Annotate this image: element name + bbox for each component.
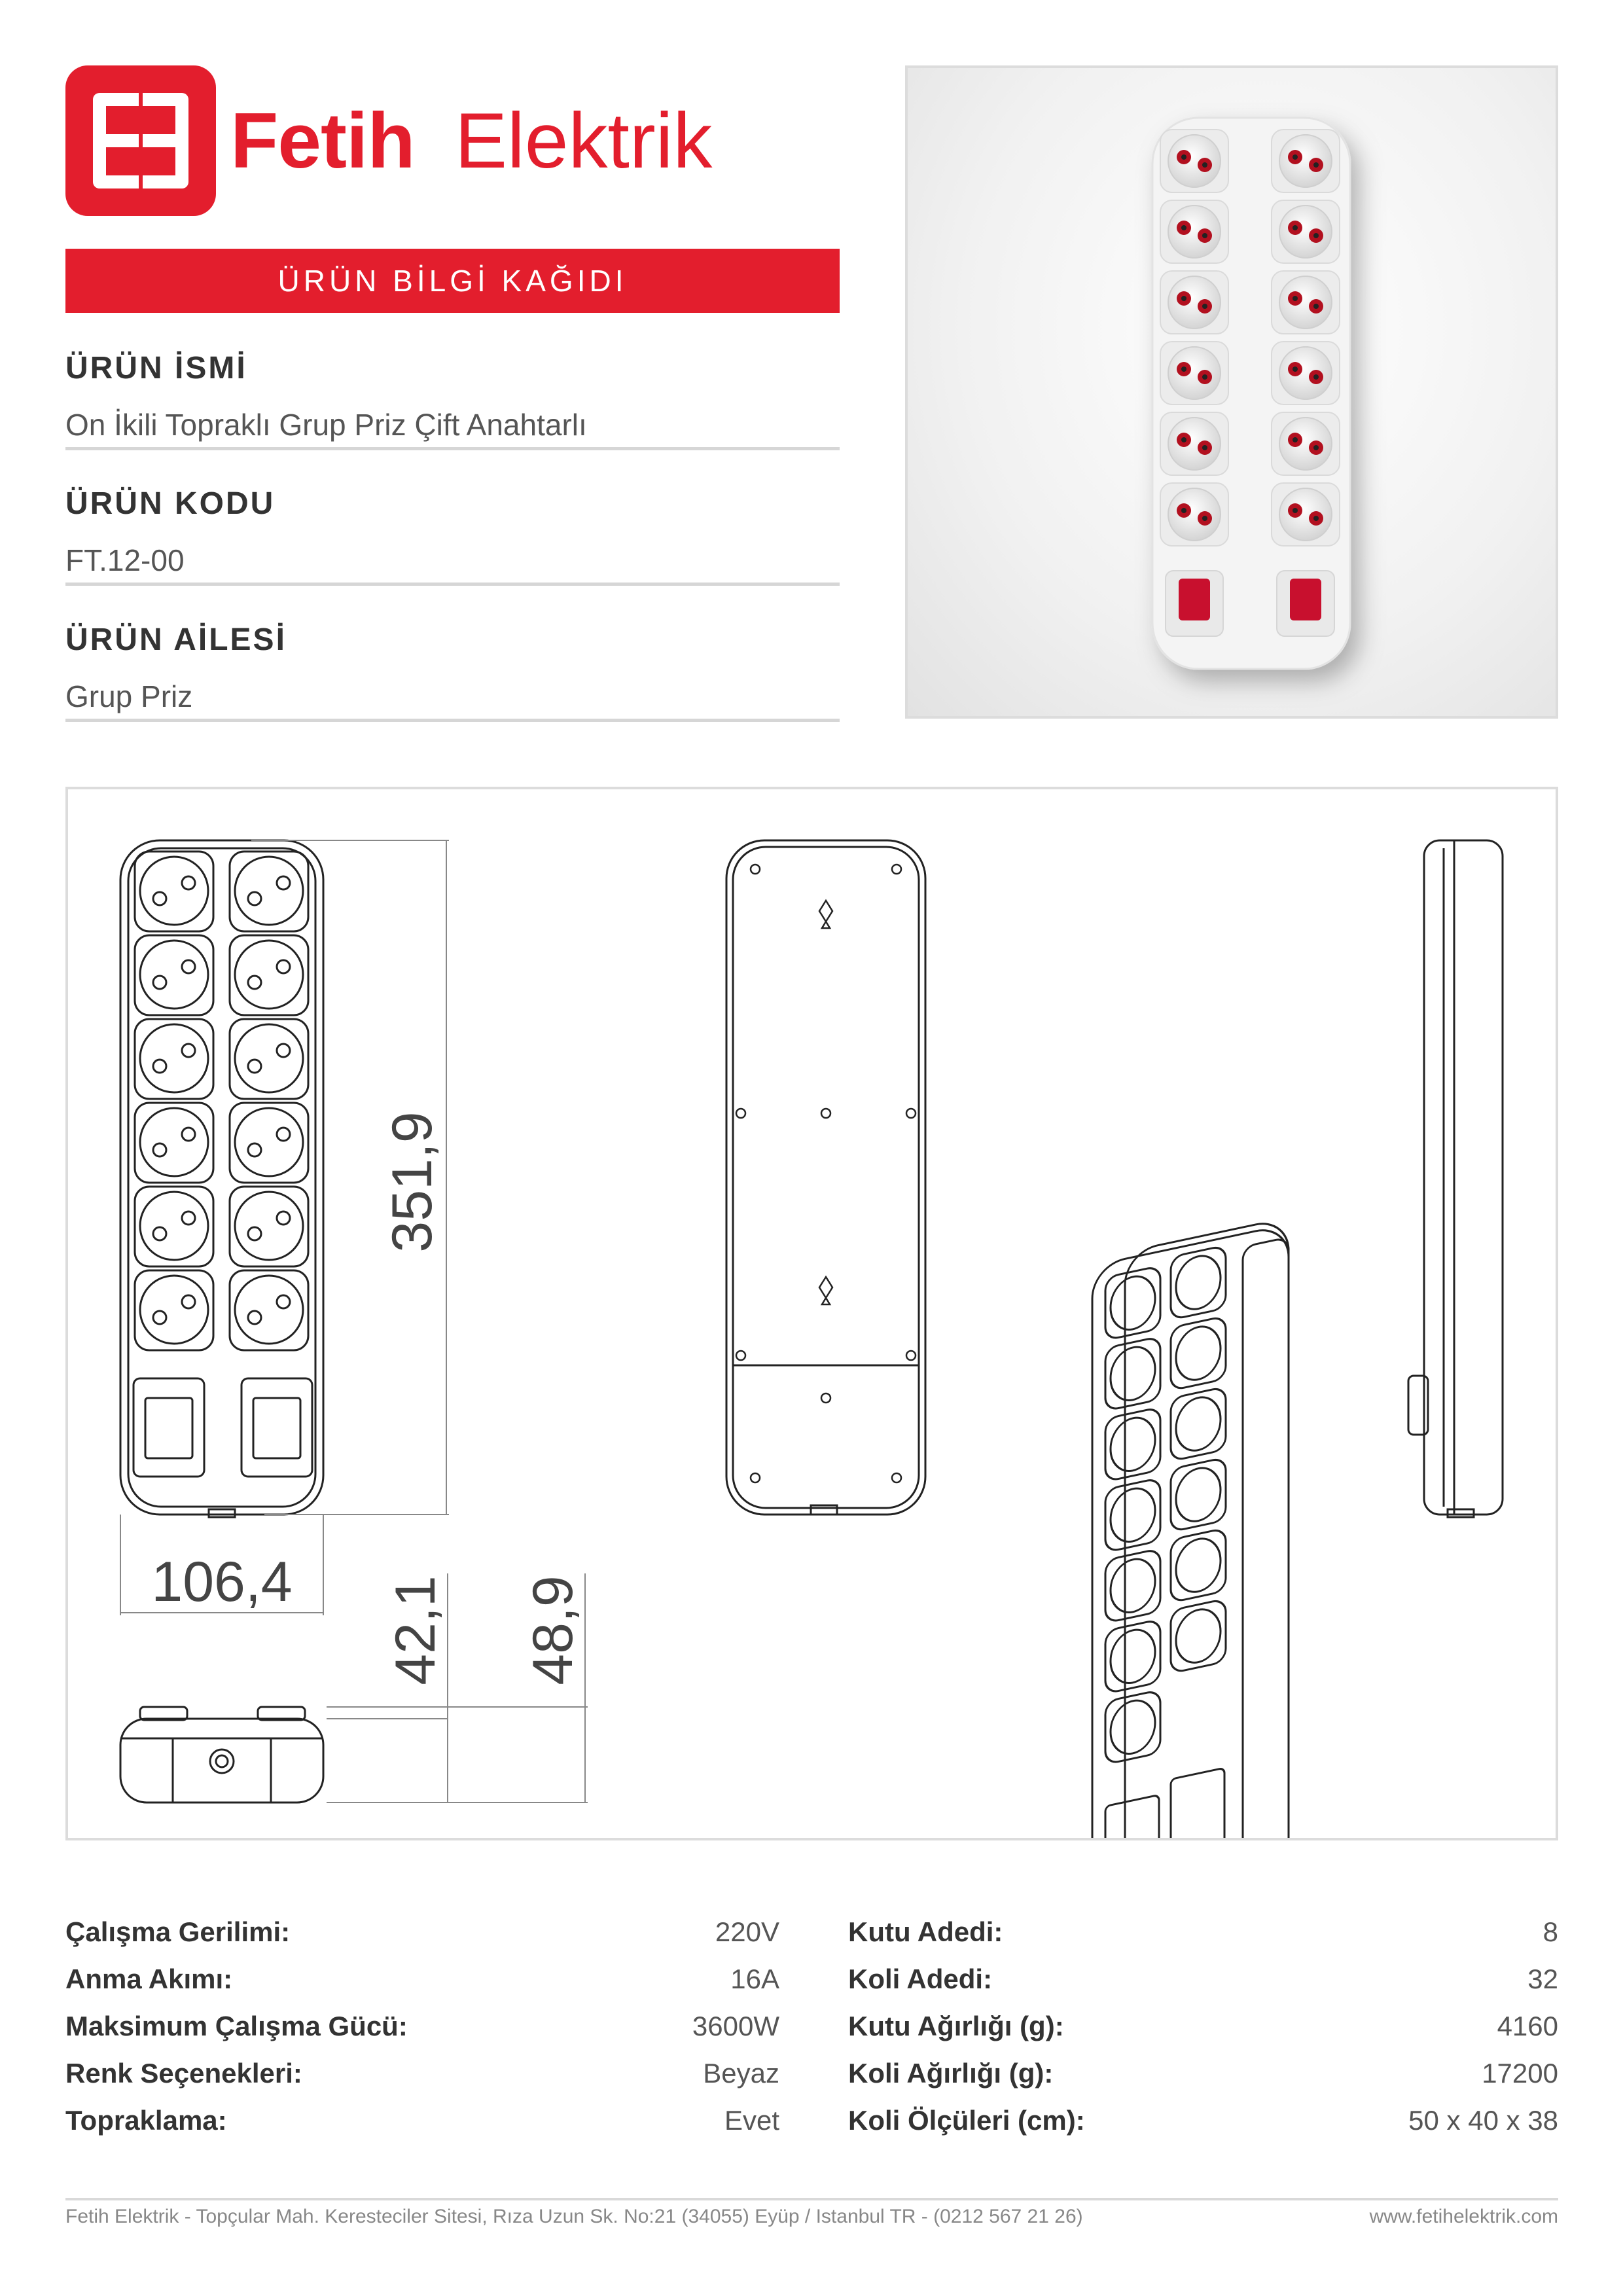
spec-label: Koli Ölçüleri (cm):: [848, 2105, 1085, 2136]
dim-length: 351,9: [381, 1111, 444, 1253]
socket-outline: [1105, 1619, 1160, 1694]
socket-outline: [135, 852, 213, 931]
socket-outline: [1171, 1316, 1226, 1391]
spec-label: Kutu Ağırlığı (g):: [848, 2011, 1064, 2041]
socket-outline: [135, 1187, 213, 1266]
socket-outline: [1171, 1387, 1226, 1462]
dim-width: 106,4: [151, 1551, 293, 1613]
divider: [65, 583, 840, 586]
dim-height-body: 42,1: [384, 1575, 447, 1685]
socket-outline: [1105, 1336, 1160, 1411]
socket-outlet: [1160, 412, 1228, 475]
socket-outline: [1105, 1549, 1160, 1623]
socket-outline: [135, 1270, 213, 1350]
socket-outline: [1105, 1407, 1160, 1482]
spec-label: Koli Adedi:: [848, 1964, 993, 1994]
spec-value: 32: [1527, 1964, 1558, 1994]
dim-height-total: 48,9: [522, 1575, 584, 1685]
socket-outlet: [1160, 483, 1228, 546]
product-name-label: ÜRÜN İSMİ: [65, 351, 247, 386]
brand-name-light: Elektrik: [455, 97, 713, 185]
spec-value: 50 x 40 x 38: [1408, 2105, 1558, 2136]
socket-outline: [135, 1103, 213, 1183]
socket-outlet: [1272, 412, 1340, 475]
footer-divider: [65, 2198, 1558, 2200]
spec-value: Evet: [724, 2105, 779, 2136]
socket-outlet: [1160, 200, 1228, 263]
divider: [65, 719, 840, 722]
brand-name-bold: Fetih: [230, 97, 415, 185]
socket-outline: [1171, 1458, 1226, 1532]
spec-value: 17200: [1482, 2058, 1558, 2089]
product-family-label: ÜRÜN AİLESİ: [65, 622, 287, 657]
socket-outline: [230, 1187, 308, 1266]
socket-outlet: [1160, 271, 1228, 334]
dimension-drawings: [68, 789, 1556, 1838]
socket-outlet: [1272, 342, 1340, 404]
socket-outline: [1171, 1599, 1226, 1674]
spec-label: Çalışma Gerilimi:: [65, 1916, 291, 1947]
spec-label: Maksimum Çalışma Gücü:: [65, 2011, 408, 2041]
socket-outline: [230, 1019, 308, 1099]
socket-outlet: [1160, 342, 1228, 404]
socket-outline: [135, 1019, 213, 1099]
divider: [65, 447, 840, 450]
spec-label: Renk Seçenekleri:: [65, 2058, 302, 2089]
product-photo: [905, 65, 1558, 719]
sheet-title: ÜRÜN BİLGİ KAĞIDI: [277, 264, 628, 298]
power-strip-render: [908, 68, 1556, 716]
product-name-value: On İkili Topraklı Grup Priz Çift Anahtarlı: [65, 408, 587, 442]
socket-outline: [1171, 1246, 1226, 1320]
socket-outline: [1105, 1266, 1160, 1340]
socket-outline: [135, 935, 213, 1015]
socket-outline: [1171, 1528, 1226, 1603]
socket-outline: [230, 935, 308, 1015]
spec-value: Beyaz: [703, 2058, 779, 2089]
product-family-value: Grup Priz: [65, 679, 193, 713]
footer-address: Fetih Elektrik - Topçular Mah. Keresteciler Sitesi, Rıza Uzun Sk. No:21 (34055) Eyüp / Istanbul TR - (0212 567 21 26): [65, 2206, 1083, 2227]
spec-label: Anma Akımı:: [65, 1964, 233, 1994]
spec-value: 220V: [715, 1916, 779, 1947]
spec-label: Kutu Adedi:: [848, 1916, 1003, 1947]
socket-outline: [230, 1270, 308, 1350]
socket-outline: [230, 1103, 308, 1183]
socket-outlet: [1272, 130, 1340, 192]
socket-outlet: [1272, 271, 1340, 334]
product-code-label: ÜRÜN KODU: [65, 486, 276, 521]
spec-label: Topraklama:: [65, 2105, 227, 2136]
spec-label: Koli Ağırlığı (g):: [848, 2058, 1054, 2089]
technical-drawing: [65, 787, 1558, 1840]
product-code-value: FT.12-00: [65, 543, 185, 577]
footer-website-link[interactable]: www.fetihelektrik.com: [1369, 2206, 1558, 2227]
socket-outline: [1105, 1478, 1160, 1552]
socket-outlet: [1160, 130, 1228, 192]
socket-outlet: [1272, 200, 1340, 263]
sheet-title-bar: [65, 249, 840, 313]
spec-value: 3600W: [692, 2011, 779, 2041]
fetih-logo-mark: [65, 65, 216, 216]
socket-outlet: [1272, 483, 1340, 546]
socket-outline: [230, 852, 308, 931]
spec-value: 16A: [730, 1964, 779, 1994]
spec-value: 8: [1543, 1916, 1558, 1947]
spec-value: 4160: [1497, 2011, 1558, 2041]
socket-outline: [1105, 1690, 1160, 1765]
